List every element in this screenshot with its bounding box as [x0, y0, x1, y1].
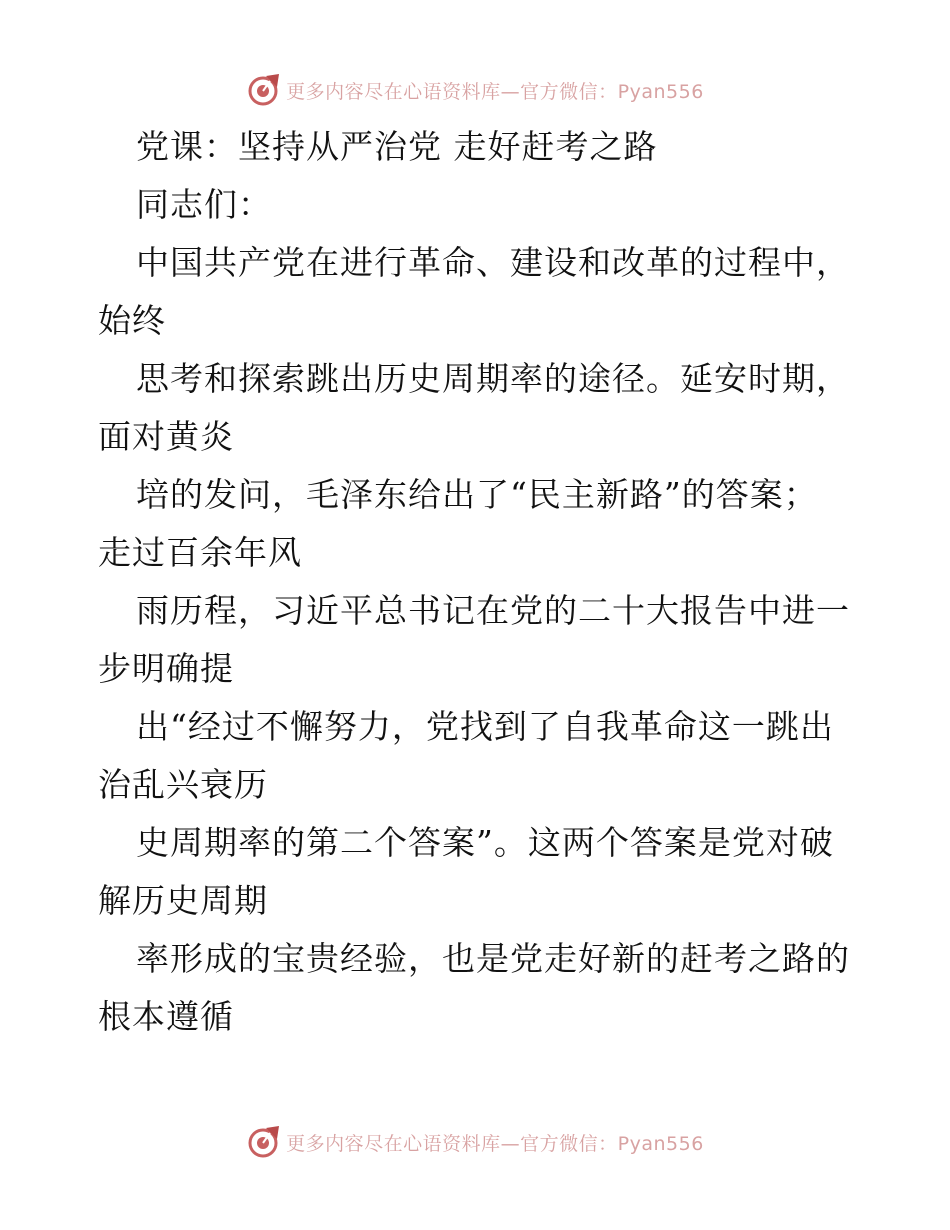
doc-line: 中国共产党在进行革命、建设和改革的过程中， [136, 243, 850, 282]
doc-line: 史周期率的第二个答案”。这两个答案是党对破 [136, 823, 834, 862]
doc-line: 治乱兴衰历 [98, 765, 268, 804]
watermark-text: 更多内容尽在心语资料库—官方微信：Pyan556 [286, 80, 704, 103]
doc-line: 率形成的宝贵经验，也是党走好新的赶考之路的 [136, 939, 850, 978]
doc-line: 解历史周期 [98, 881, 268, 920]
watermark-text: 更多内容尽在心语资料库—官方微信：Pyan556 [286, 1132, 704, 1155]
header-watermark [0, 72, 950, 108]
doc-line: 根本遵循 [98, 997, 234, 1036]
doc-line: 培的发问，毛泽东给出了“民主新路”的答案； [136, 475, 818, 514]
doc-line: 出“经过不懈努力，党找到了自我革命这一跳出 [136, 707, 834, 746]
document-body [98, 118, 898, 1046]
doc-line: 始终 [98, 301, 166, 340]
doc-line: 同志们： [136, 185, 272, 224]
pen-logo-icon [246, 72, 282, 108]
footer-watermark [0, 1124, 950, 1160]
doc-line: 步明确提 [98, 649, 234, 688]
doc-line: 走过百余年风 [98, 533, 302, 572]
doc-line: 面对黄炎 [98, 417, 234, 456]
doc-line: 雨历程，习近平总书记在党的二十大报告中进一 [136, 591, 850, 630]
pen-logo-icon [246, 1124, 282, 1160]
doc-line: 党课：坚持从严治党 走好赶考之路 [136, 127, 658, 166]
doc-line: 思考和探索跳出历史周期率的途径。延安时期， [136, 359, 850, 398]
